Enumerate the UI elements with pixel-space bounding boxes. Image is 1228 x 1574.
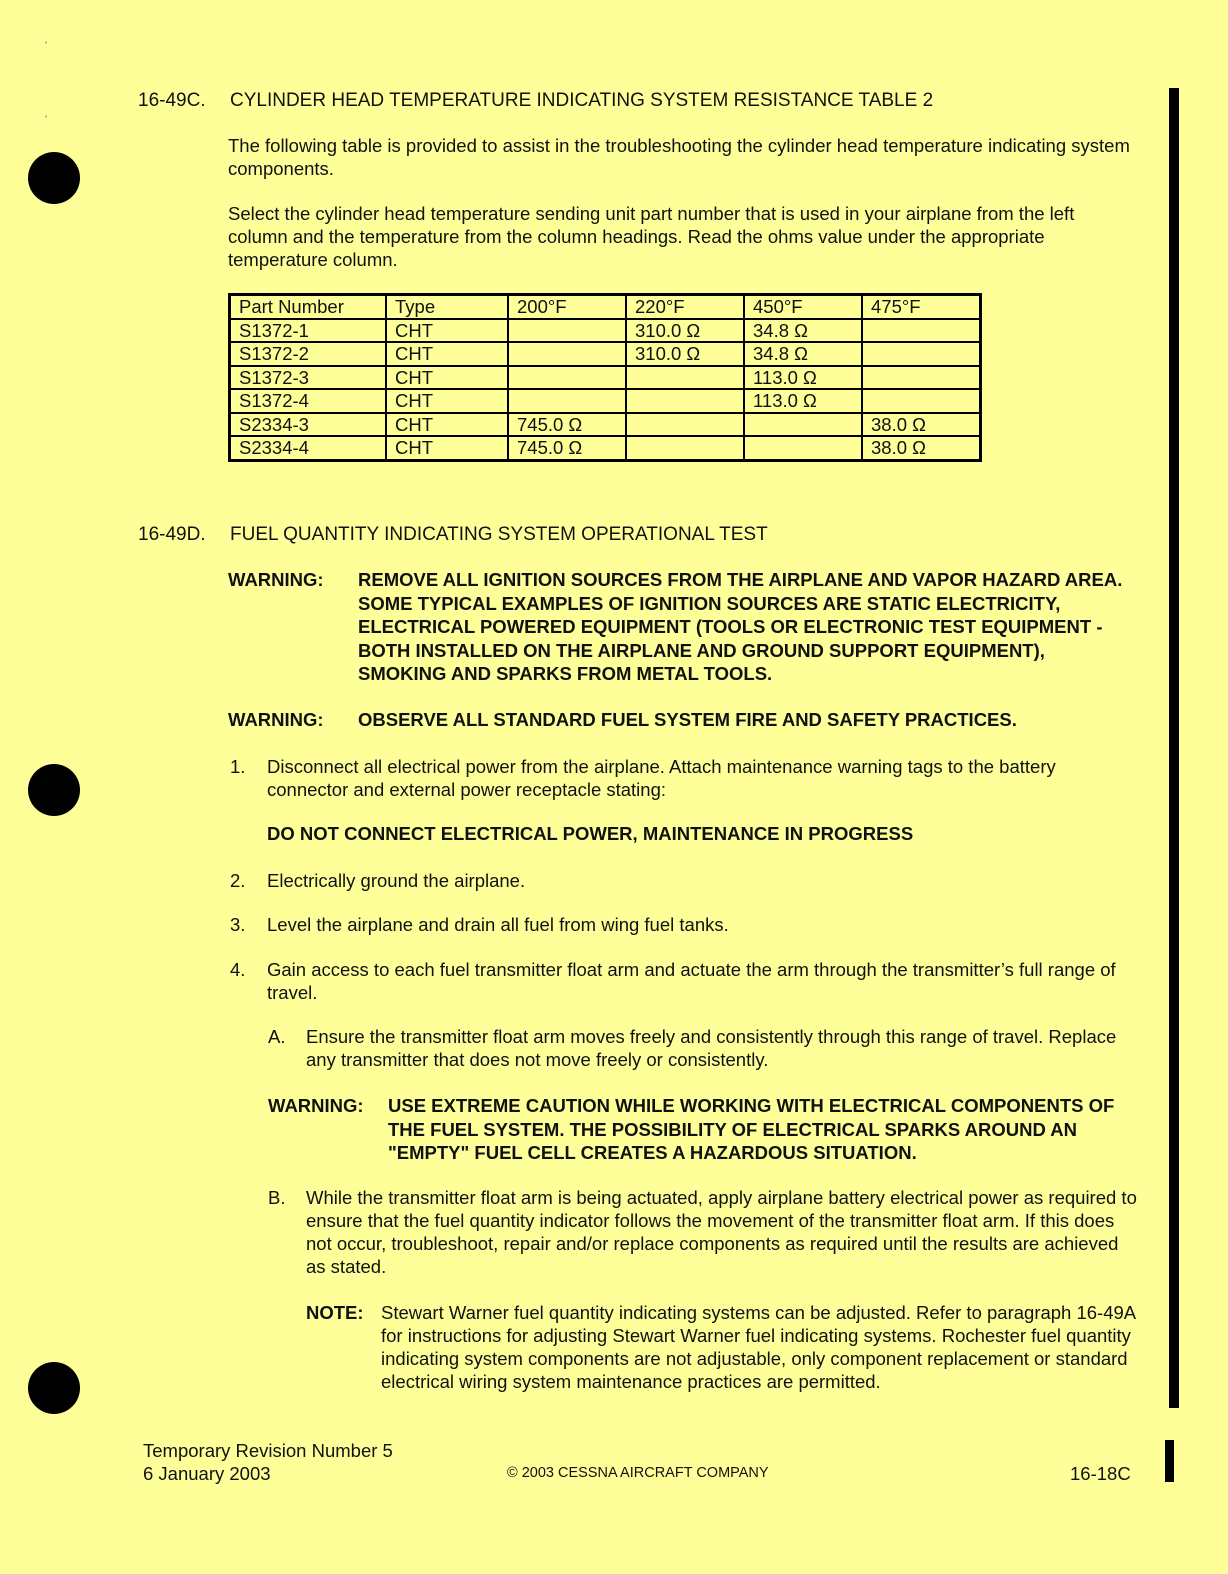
section-d-heading	[138, 524, 768, 546]
step-text: Electrically ground the airplane.	[267, 870, 526, 891]
warning-text: OBSERVE ALL STANDARD FUEL SYSTEM FIRE AND SAFETY PRACTICES.	[358, 709, 1017, 730]
footer-copyright: © 2003 CESSNA AIRCRAFT COMPANY	[507, 1465, 769, 1481]
warning-label: WARNING:	[228, 709, 324, 730]
step-1	[230, 755, 1135, 805]
table-row	[230, 436, 981, 460]
table-cell: CHT	[386, 436, 508, 460]
warning-ignition	[228, 568, 1128, 688]
binder-hole-middle	[28, 764, 80, 816]
table-cell: 34.8 Ω	[744, 342, 862, 366]
header-part-number: Part Number	[230, 295, 387, 319]
table-cell	[508, 389, 626, 413]
binder-hole-bottom	[28, 1362, 80, 1414]
header-475f: 475°F	[862, 295, 981, 319]
resistance-table	[228, 293, 982, 462]
note-label: NOTE:	[306, 1302, 364, 1323]
table-cell	[626, 366, 744, 390]
section-d-number: 16-49D.	[138, 524, 206, 545]
table-cell	[744, 413, 862, 437]
step-number: 2.	[230, 870, 246, 891]
step-letter: A.	[268, 1026, 286, 1047]
table-cell	[508, 342, 626, 366]
step-3	[230, 913, 1135, 937]
step-letter: B.	[268, 1187, 286, 1208]
table-cell	[626, 436, 744, 460]
footer-date: 6 January 2003	[143, 1463, 271, 1484]
table-cell	[508, 366, 626, 390]
table-cell: 113.0 Ω	[744, 389, 862, 413]
step-4a	[268, 1025, 1138, 1075]
maintenance-tag-text	[267, 822, 1127, 845]
step-number: 4.	[230, 959, 246, 980]
table-cell: CHT	[386, 366, 508, 390]
table-row	[230, 319, 981, 343]
step-number: 3.	[230, 914, 246, 935]
step-text: Level the airplane and drain all fuel from wing fuel tanks.	[267, 914, 729, 935]
warning-text: REMOVE ALL IGNITION SOURCES FROM THE AIRPLANE AND VAPOR HAZARD AREA. SOME TYPICAL EXAMPLES OF IGNITION SOURCES ARE STATIC ELECTRICITY, ELECTRICAL POWERED EQUIPMENT (TOOLS OR ELECTRONIC TEST EQUIPMENT - BOTH INSTALLED ON THE AIRPLANE AND GROUND SUPPORT EQUIPMENT), SMOKING AND SPARKS FROM METAL TOOLS.	[358, 569, 1123, 684]
scan-mark: ˌ	[44, 30, 48, 44]
table-cell	[862, 319, 981, 343]
table-cell: 745.0 Ω	[508, 413, 626, 437]
table-cell: S1372-3	[230, 366, 387, 390]
table-cell	[862, 342, 981, 366]
table-cell: S1372-4	[230, 389, 387, 413]
header-220f: 220°F	[626, 295, 744, 319]
section-c-heading	[138, 90, 933, 112]
table-cell: 38.0 Ω	[862, 413, 981, 437]
table-header-row	[230, 295, 981, 319]
table-row	[230, 342, 981, 366]
table-row	[230, 366, 981, 390]
note-text: Stewart Warner fuel quantity indicating systems can be adjusted. Refer to paragraph 16-49A for instructions for adjusting Stewart Warner fuel indicating systems. Rochester fuel quantity indicating system components are not adjustable, only component replacement or standard electrical wiring system maintenance practices are permitted.	[381, 1302, 1136, 1392]
section-d-title: FUEL QUANTITY INDICATING SYSTEM OPERATIONAL TEST	[230, 524, 768, 545]
step-text: Ensure the transmitter float arm moves freely and consistently through this range of travel. Replace any transmitter that does not move freely or consistently.	[306, 1026, 1117, 1070]
table-row	[230, 413, 981, 437]
table-cell: S2334-3	[230, 413, 387, 437]
header-type: Type	[386, 295, 508, 319]
table-cell: S1372-1	[230, 319, 387, 343]
header-200f: 200°F	[508, 295, 626, 319]
step-2	[230, 869, 1135, 893]
table-cell: 38.0 Ω	[862, 436, 981, 460]
table-cell: S1372-2	[230, 342, 387, 366]
table-cell: 745.0 Ω	[508, 436, 626, 460]
table-cell: CHT	[386, 319, 508, 343]
tag-text: DO NOT CONNECT ELECTRICAL POWER, MAINTENANCE IN PROGRESS	[267, 823, 914, 844]
table-cell: 310.0 Ω	[626, 342, 744, 366]
section-c-number: 16-49C.	[138, 90, 206, 111]
section-c-paragraph-1: The following table is provided to assist in the troubleshooting the cylinder head temperature indicating system components.	[228, 135, 1130, 179]
table-cell: S2334-4	[230, 436, 387, 460]
scan-mark: ˌ	[44, 104, 48, 118]
table-cell: 113.0 Ω	[744, 366, 862, 390]
step-4	[230, 958, 1135, 1008]
table-cell: 310.0 Ω	[626, 319, 744, 343]
table-cell: CHT	[386, 389, 508, 413]
warning-fire-safety	[228, 708, 1128, 734]
table-cell: CHT	[386, 342, 508, 366]
warning-electrical	[268, 1094, 1148, 1166]
warning-label: WARNING:	[228, 569, 324, 590]
step-4b	[268, 1186, 1138, 1282]
table-cell	[626, 413, 744, 437]
step-text: Gain access to each fuel transmitter float arm and actuate the arm through the transmitter’s full range of travel.	[267, 959, 1116, 1003]
table-cell: 34.8 Ω	[744, 319, 862, 343]
section-c-title: CYLINDER HEAD TEMPERATURE INDICATING SYSTEM RESISTANCE TABLE 2	[230, 90, 934, 111]
table-cell	[744, 436, 862, 460]
revision-bar	[1169, 88, 1179, 1408]
footer-revision: Temporary Revision Number 5	[143, 1440, 393, 1461]
warning-label: WARNING:	[268, 1095, 364, 1116]
table-cell	[862, 366, 981, 390]
step-number: 1.	[230, 756, 246, 777]
table-cell	[508, 319, 626, 343]
step-text: While the transmitter float arm is being actuated, apply airplane battery electrical power as required to ensure that the fuel quantity indicator follows the movement of the transmitter float arm. If this does not occur, troubleshoot, repair and/or replace components as required until the results are achieved as stated.	[306, 1187, 1137, 1277]
step-text: Disconnect all electrical power from the airplane. Attach maintenance warning tags to the battery connector and external power receptacle stating:	[267, 756, 1056, 800]
revision-bar-footer	[1165, 1440, 1174, 1482]
table-cell: CHT	[386, 413, 508, 437]
binder-hole-top	[28, 152, 80, 204]
section-c-paragraph-2: Select the cylinder head temperature sending unit part number that is used in your airplane from the left column and the temperature from the column headings. Read the ohms value under the appropriate temperature column.	[228, 203, 1075, 270]
table-cell	[862, 389, 981, 413]
table-row	[230, 389, 981, 413]
note	[306, 1301, 1136, 1417]
footer-page-number: 16-18C	[1070, 1463, 1131, 1484]
warning-text: USE EXTREME CAUTION WHILE WORKING WITH ELECTRICAL COMPONENTS OF THE FUEL SYSTEM. THE POSSIBILITY OF ELECTRICAL SPARKS AROUND AN "EMPTY" FUEL CELL CREATES A HAZARDOUS SITUATION.	[388, 1095, 1115, 1163]
header-450f: 450°F	[744, 295, 862, 319]
table-cell	[626, 389, 744, 413]
